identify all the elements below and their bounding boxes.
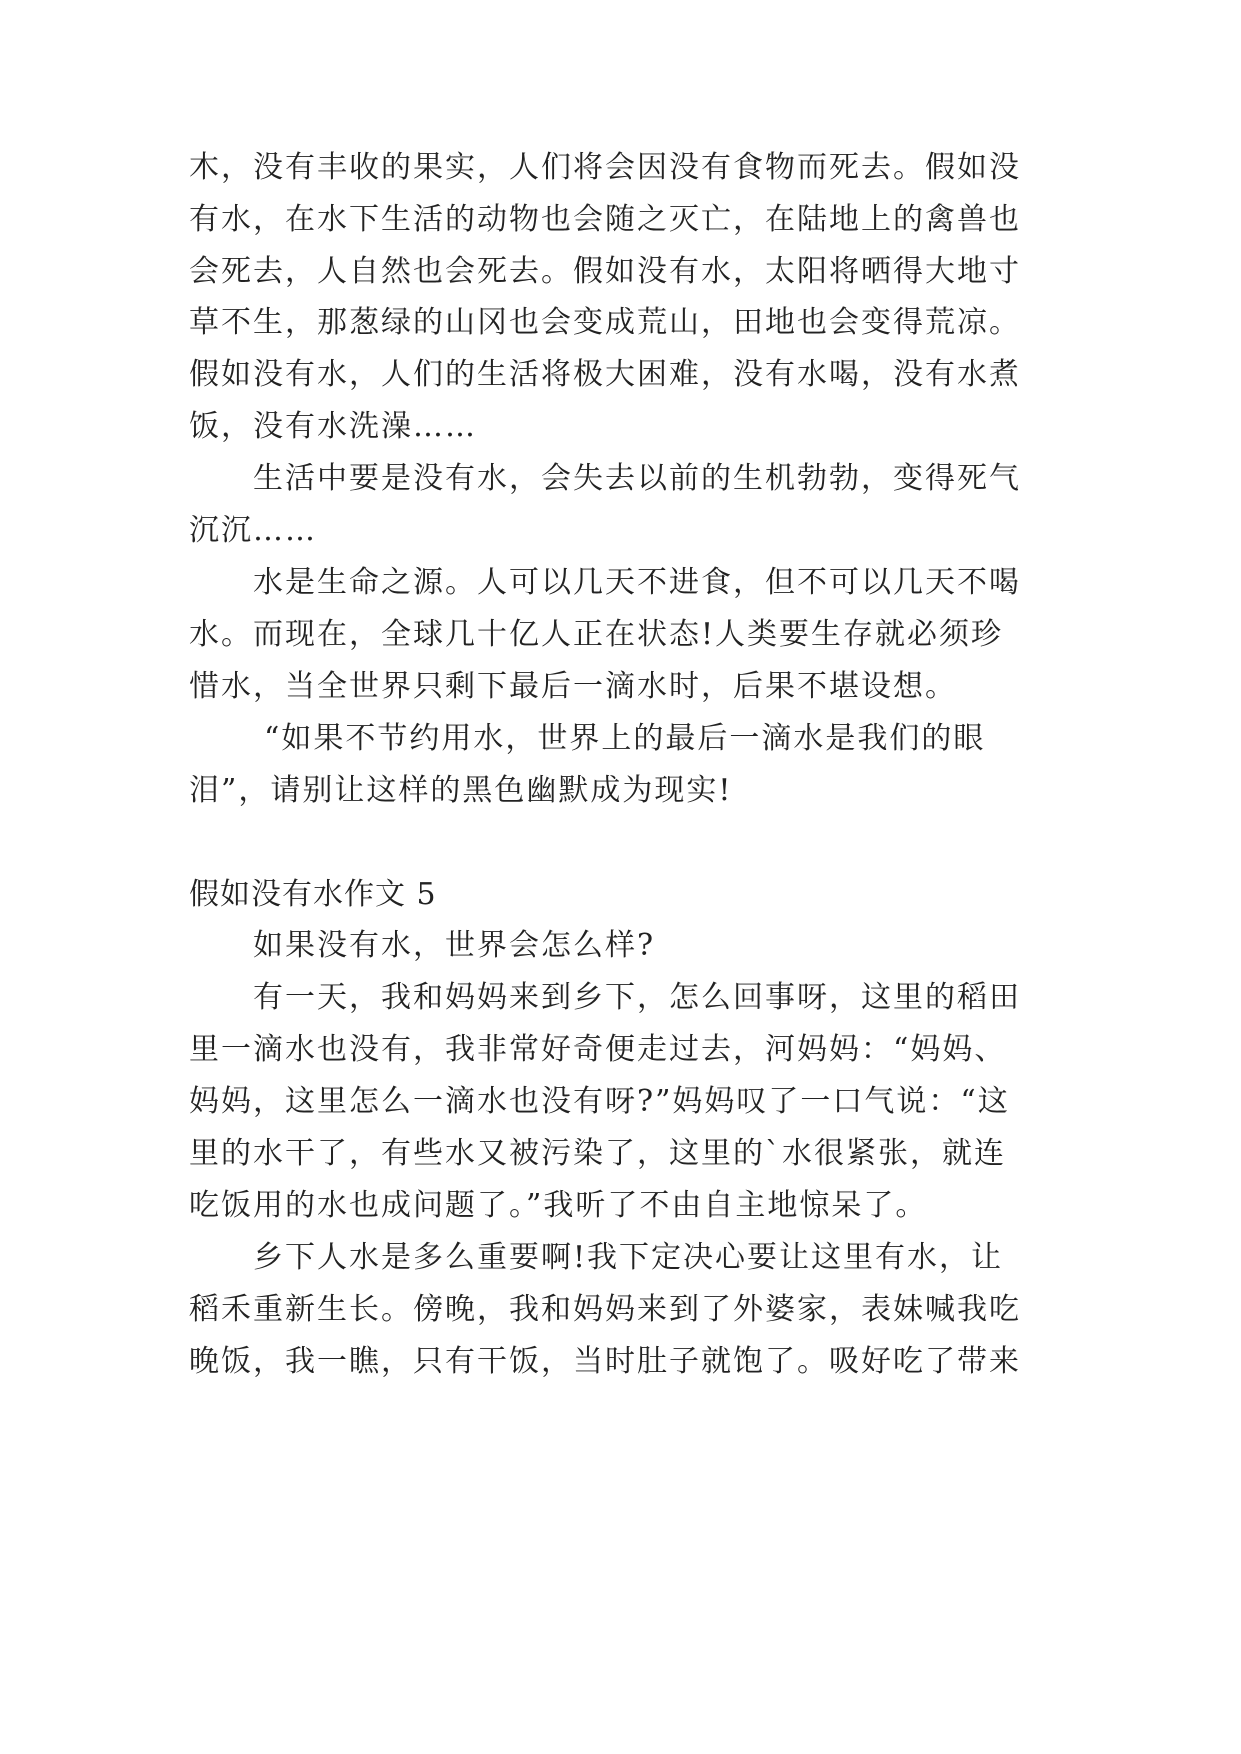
body-text-line: 水是生命之源。人可以几天不进食，但不可以几天不喝 <box>253 565 1021 600</box>
section-title: 假如没有水作文 5 <box>189 877 437 912</box>
body-text-line: 有一天，我和妈妈来到乡下，怎么回事呀，这里的稻田 <box>253 980 1021 1015</box>
body-text-line: 泪”，请别让这样的黑色幽默成为现实! <box>189 773 733 808</box>
body-text-line: 木，没有丰收的果实，人们将会因没有食物而死去。假如没 <box>189 150 1021 185</box>
body-text-line: 假如没有水，人们的生活将极大困难，没有水喝，没有水煮 <box>189 357 1021 392</box>
body-text-line: 晚饭，我一瞧，只有干饭，当时肚子就饱了。吸好吃了带来 <box>189 1344 1021 1379</box>
body-text-line: 沉沉…… <box>189 513 317 548</box>
body-text-line: 草不生，那葱绿的山冈也会变成荒山，田地也会变得荒凉。 <box>189 305 1021 340</box>
body-text-line: 里的水干了，有些水又被污染了，这里的`水很紧张，就连 <box>189 1136 1006 1171</box>
body-text-line: 饭，没有水洗澡…… <box>189 409 477 444</box>
body-text-line: 如果没有水，世界会怎么样? <box>253 928 656 963</box>
body-text-line: 妈妈，这里怎么一滴水也没有呀?”妈妈叹了一口气说：“这 <box>189 1084 1010 1119</box>
body-text-line: 水。而现在，全球几十亿人正在状态!人类要生存就必须珍 <box>189 617 1004 652</box>
body-text-line: 稻禾重新生长。傍晚，我和妈妈来到了外婆家，表妹喊我吃 <box>189 1292 1021 1327</box>
body-text-line: 惜水，当全世界只剩下最后一滴水时，后果不堪设想。 <box>189 669 957 704</box>
body-text-line: 里一滴水也没有，我非常好奇便走过去，河妈妈：“妈妈、 <box>189 1032 1007 1067</box>
body-text-line: “如果不节约用水，世界上的最后一滴水是我们的眼 <box>264 721 986 756</box>
body-text-line: 生活中要是没有水，会失去以前的生机勃勃，变得死气 <box>253 461 1021 496</box>
body-text-line: 吃饭用的水也成问题了。”我听了不由自主地惊呆了。 <box>189 1188 928 1223</box>
body-text-line: 乡下人水是多么重要啊!我下定决心要让这里有水，让 <box>253 1240 1004 1275</box>
body-text-line: 会死去，人自然也会死去。假如没有水，太阳将晒得大地寸 <box>189 254 1021 289</box>
body-text-line: 有水，在水下生活的动物也会随之灭亡，在陆地上的禽兽也 <box>189 202 1021 237</box>
